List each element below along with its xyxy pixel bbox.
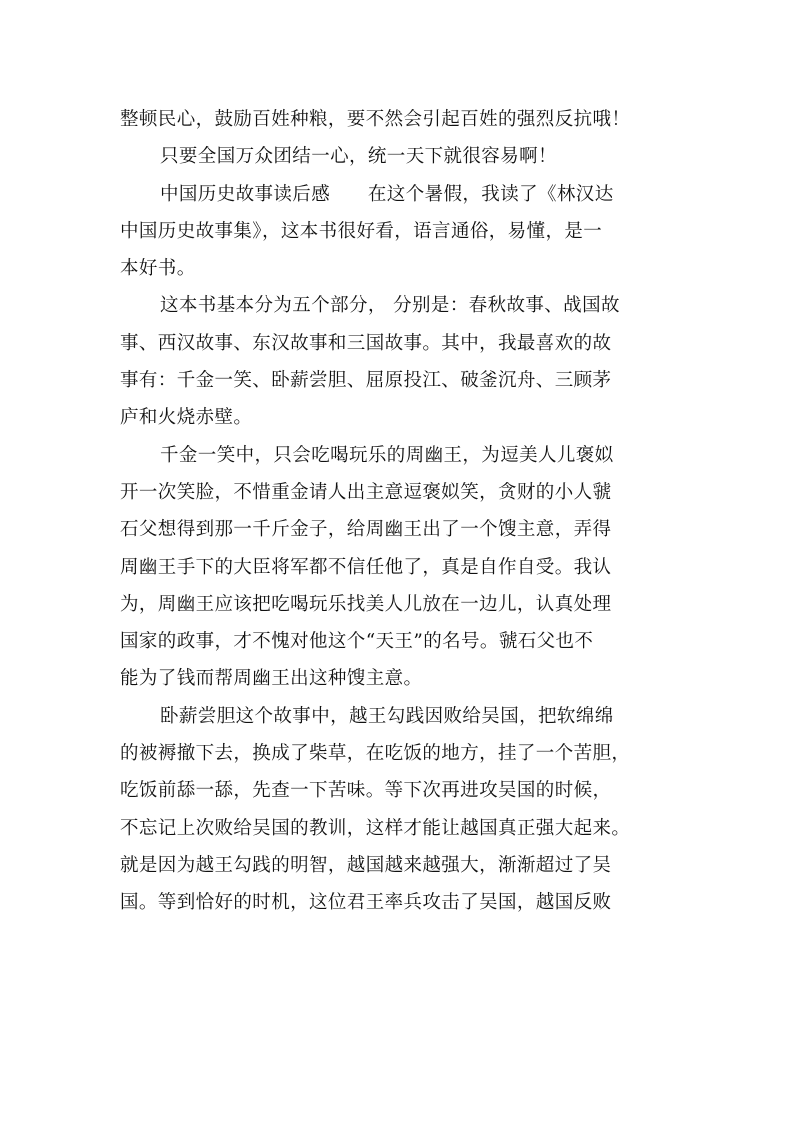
text-line: 中国历史故事集》，这本书很好看，语言通俗，易懂，是一 — [120, 220, 603, 242]
text-line: 国家的政事，才不愧对他这个“天王”的名号。虢石父也不 — [120, 631, 594, 653]
text-line: 为，周幽王应该把吃喝玩乐找美人儿放在一边儿，认真处理 — [120, 593, 612, 615]
text-line: 卧薪尝胆这个故事中，越王勾践因败给吴国，把软绵绵 — [160, 705, 614, 727]
text-line: 这本书基本分为五个部分， 分别是：春秋故事、战国故 — [160, 295, 620, 317]
text-line: 能为了钱而帮周幽王出这种馊主意。 — [120, 668, 423, 690]
body-text — [120, 101, 680, 922]
text-line: 整顿民心，鼓励百姓种粮，要不然会引起百姓的强烈反抗哦！ — [120, 109, 631, 130]
text-line: 开一次笑脸，不惜重金请人出主意逗褒姒笑，贪财的小人虢 — [120, 481, 612, 503]
text-line: 只要全国万众团结一心，统一天下就很容易啊！ — [160, 146, 557, 168]
text-line: 事、西汉故事、东汉故事和三国故事。其中，我最喜欢的故 — [120, 332, 612, 354]
text-line: 吃饭前舔一舔，先查一下苦味。等下次再进攻吴国的时候， — [120, 780, 612, 802]
text-line: 国。等到恰好的时机，这位君王率兵攻击了吴国，越国反败 — [120, 892, 612, 914]
text-line: 的被褥撤下去，换成了柴草，在吃饭的地方，挂了一个苦胆， — [120, 743, 631, 765]
text-line: 千金一笑中，只会吃喝玩乐的周幽王，为逗美人儿褒姒 — [160, 444, 614, 466]
text-line: 就是因为越王勾践的明智，越国越来越强大，渐渐超过了吴 — [120, 854, 612, 876]
text-line: 庐和火烧赤壁。 — [120, 407, 253, 429]
text-line: 石父想得到那一千斤金子，给周幽王出了一个馊主意，弄得 — [120, 519, 612, 541]
text-line: 事有：千金一笑、卧薪尝胆、屈原投江、破釜沉舟、三顾茅 — [120, 370, 612, 392]
text-line: 周幽王手下的大臣将军都不信任他了，真是自作自受。我认 — [120, 556, 612, 578]
text-line: 中国历史故事读后感 在这个暑假，我读了《林汉达 — [160, 183, 614, 205]
text-line: 不忘记上次败给吴国的教训，这样才能让越国真正强大起来。 — [120, 817, 631, 839]
text-line: 本好书。 — [120, 258, 196, 280]
